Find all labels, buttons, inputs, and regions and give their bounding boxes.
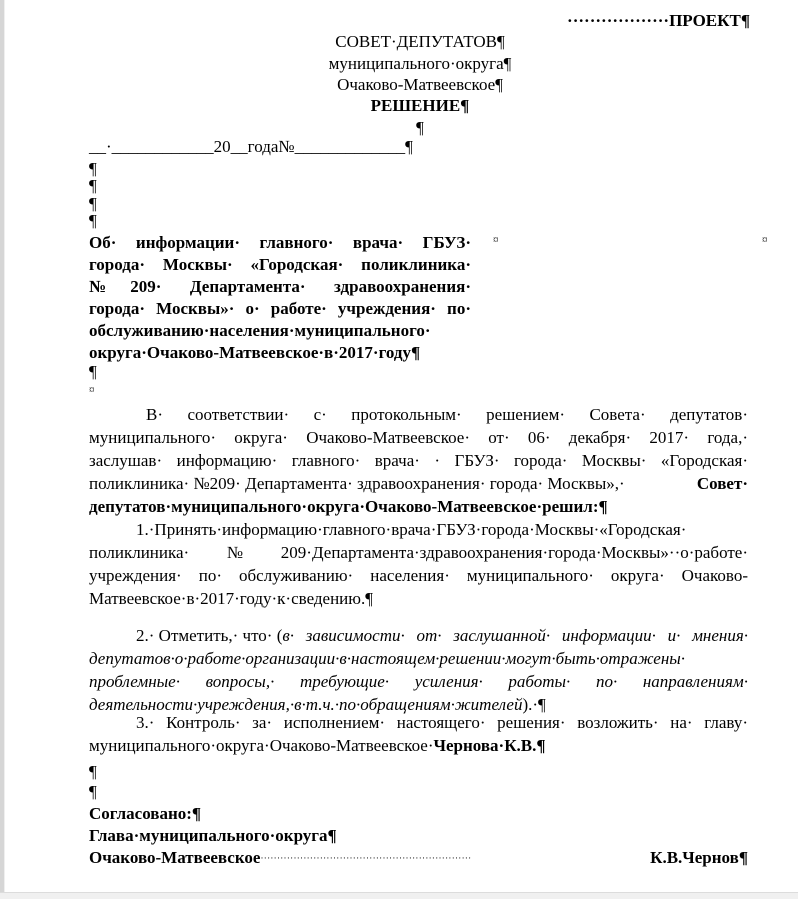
item2-line: депутатов·о·работе·организации·в·настоящем·решении·могут·быть·отражены·	[89, 649, 686, 668]
title-line: города· Москвы· «Городская· поликлиника·	[89, 255, 471, 274]
item3-head-name: Чернова·К.В.¶	[433, 736, 546, 755]
item3-text: муниципального·округа·Очаково-Матвеевское·	[89, 736, 434, 755]
item3-line	[89, 735, 748, 757]
item2-prefix: 2.· Отметить,· что· (	[136, 626, 283, 645]
item2-first-line	[136, 625, 748, 647]
item2-line: проблемные· вопросы,· требующие· усиления· работы· по· направлениям·	[89, 672, 748, 691]
empty-paragraph-2: ¶	[89, 176, 97, 195]
header-council: СОВЕТ·ДЕПУТАТОВ¶	[335, 32, 505, 51]
signature-line	[89, 848, 748, 868]
title-line: города· Москвы»· о· работе· учреждения· по·	[89, 299, 471, 318]
empty-paragraph-cell: ¶	[89, 362, 97, 381]
signature-dots: ································································	[260, 853, 472, 863]
signature-name: К.В.Чернов¶	[650, 848, 748, 867]
intro-council-word: Совет·	[696, 474, 748, 493]
item1-line: Матвеевское·в·2017·году·к·сведению.¶	[89, 589, 373, 608]
project-label: ··················ПРОЕКТ¶	[567, 11, 750, 30]
item3-line: 3.· Контроль· за· исполнением· настоящего· решения· возложить· на· главу·	[136, 713, 748, 732]
header-municipal: муниципального·округа¶	[328, 54, 512, 73]
header-empty-paragraph: ¶	[416, 118, 424, 137]
empty-paragraph-1: ¶	[89, 159, 97, 178]
empty-paragraph-3: ¶	[89, 194, 97, 213]
page-bottom-edge	[0, 892, 798, 899]
item1-line: учреждения· по· обслуживанию· населения· муниципального· округа· Очаково-	[89, 566, 748, 585]
table-row-mark: ¤	[762, 234, 768, 246]
title-line: обслуживанию·населения·муниципального·	[89, 321, 431, 340]
agreed-label: Согласовано:¶	[89, 804, 202, 823]
item1-line: поликлиника·№209·Департамента·здравоохранения·города·Москвы»··о·работе·	[89, 543, 748, 562]
item2-italic-end: деятельности·учреждения,·в·т.ч.·по·обращениям·жителей	[89, 695, 523, 714]
empty-paragraph-6: ¶	[89, 782, 97, 801]
intro-line: В· соответствии· с· протокольным· решением· Совета· депутатов·	[146, 405, 748, 424]
intro-line-resolved: депутатов·муниципального·округа·Очаково-Матвеевское·решил:¶	[89, 497, 608, 516]
title-block	[89, 232, 471, 364]
item2-italic-start: в· зависимости· от· заслушанной· информации· и· мнения·	[282, 626, 748, 645]
empty-paragraph-5: ¶	[89, 762, 97, 781]
title-line: округа·Очаково-Матвеевское·в·2017·году¶	[89, 343, 421, 362]
intro-line	[89, 473, 748, 495]
signature-district: Очаково-Матвеевское	[89, 848, 261, 867]
head-title: Глава·муниципального·округа¶	[89, 826, 337, 845]
date-number-line: __·____________20__года№_____________¶	[89, 137, 413, 156]
title-line: Об· информации· главного· врача· ГБУЗ·	[89, 233, 471, 252]
header-district: Очаково-Матвеевское¶	[337, 75, 503, 94]
intro-line: муниципального· округа· Очаково-Матвеевское· от· 06· декабря· 2017· года,·	[89, 428, 748, 447]
item1-line: 1.·Принять·информацию·главного·врача·ГБУЗ·города·Москвы·«Городская·	[136, 520, 687, 539]
item2-suffix: ).·¶	[522, 695, 546, 714]
title-line: №209· Департамента· здравоохранения·	[89, 277, 471, 296]
empty-paragraph-4: ¶	[89, 211, 97, 230]
table-end-mark: ¤	[89, 384, 95, 396]
header-decision: РЕШЕНИЕ¶	[370, 96, 470, 115]
intro-line: заслушав· информацию· главного· врача· · ГБУЗ· города· Москвы· «Городская·	[89, 451, 748, 470]
intro-line-text: поликлиника· №209· Департамента· здравоохранения· города· Москвы»,·	[89, 474, 625, 493]
table-cell-mark: ¤	[493, 234, 499, 246]
